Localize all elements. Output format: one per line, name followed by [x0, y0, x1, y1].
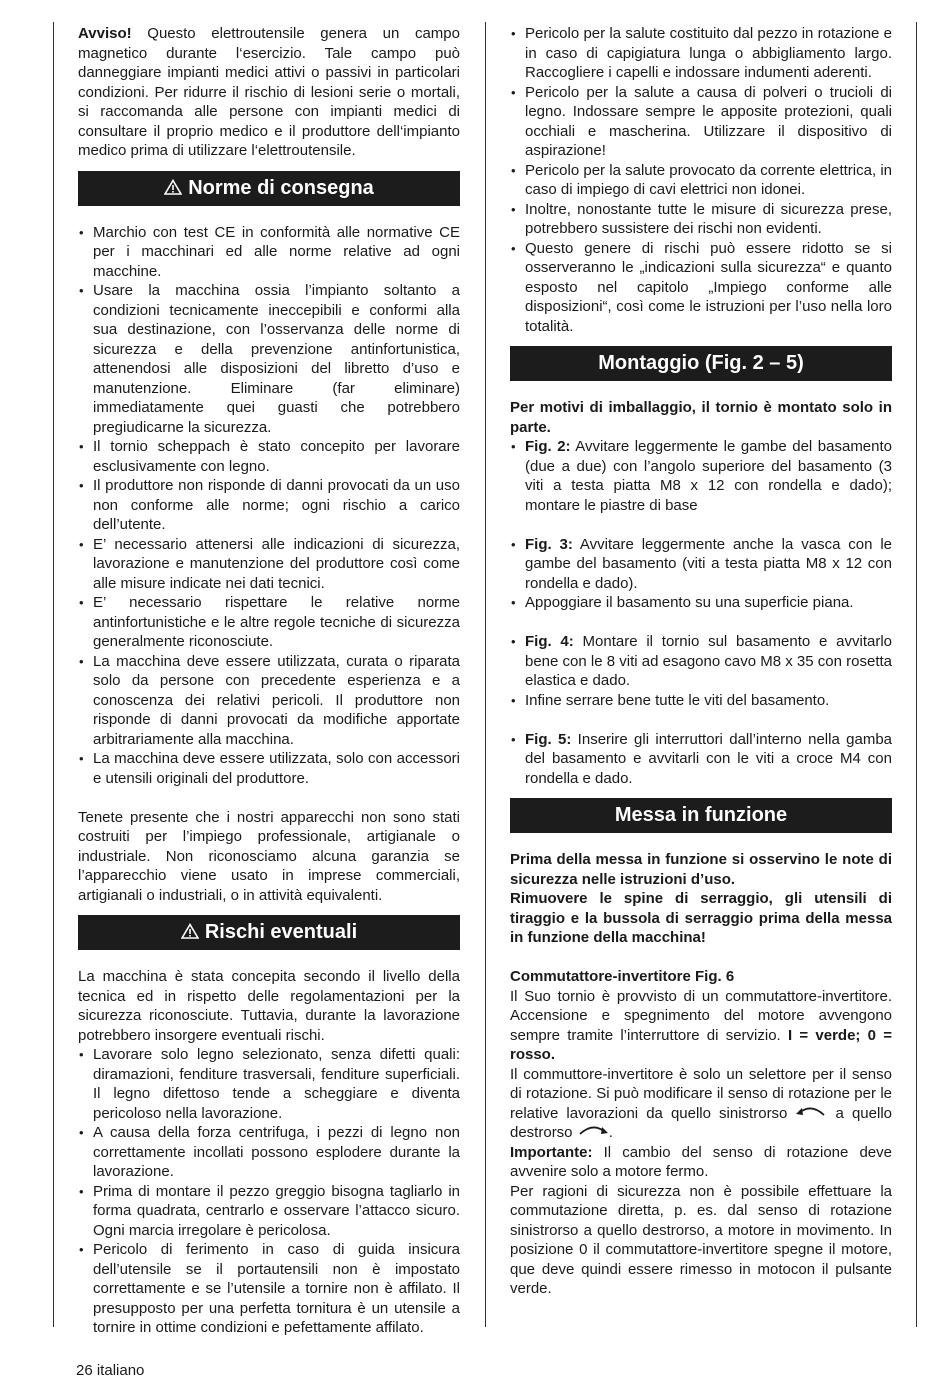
left-column	[78, 24, 460, 1338]
list-item: • Prima di montare il pezzo greggio bisogna tagliarlo in forma quadrata, centrarlo e osservare l’attacco sicuro. Ogni marcia irregolare è pericolosa.	[78, 1182, 460, 1241]
avviso-paragraph	[78, 24, 460, 161]
comm-title	[510, 967, 892, 987]
rotate-right-arrow-icon	[577, 1124, 609, 1136]
warning-triangle-icon	[164, 179, 182, 195]
list-item: • Il tornio scheppach è stato concepito per lavorare esclusivamente con legno.	[78, 437, 460, 476]
fig4-text: Montare il tornio sul basamento e avvitarlo bene con le 8 viti ad esagono cavo M8 x 35 con rosetta elastica e dado.	[525, 633, 892, 689]
fig4-label: Fig. 4:	[525, 633, 574, 650]
list-item: • Pericolo per la salute costituito dal pezzo in rotazione e in caso di capigiatura lunga o abbigliamento largo. Raccogliere i capelli e indossare indumenti aderenti.	[510, 24, 892, 83]
fig3-text: Avvitare leggermente anche la vasca con le gambe del basamento (viti a testa piatta M8 x 12 con rondella e dado).	[525, 535, 893, 592]
montaggio-list	[510, 437, 892, 788]
list-item-appoggiare: • Appoggiare il basamento su una superficie piana.	[510, 593, 892, 613]
comm-p1-text: Il Suo tornio è provvisto di un commutattore-invertitore. Accensione e spegnimento del motore avvengono sempre tramite l’interruttore di servizio.	[510, 987, 892, 1044]
list-item-fig5	[510, 730, 892, 789]
list-item: • E’ necessario attenersi alle indicazioni di sicurezza, lavorazione e manutenzione del produttore così come alle misure indicate nei dati tecnici.	[78, 535, 460, 594]
list-item-infine: • Infine serrare bene tutte le viti del basamento.	[510, 691, 892, 711]
list-item: • Lavorare solo legno selezionato, senza difetti quali: diramazioni, fenditure trasversali, fenditure superficiali. Il legno difettoso tende a scheggiare e diventa pericoloso nella lavorazione.	[78, 1045, 460, 1123]
list-item-fig4	[510, 632, 892, 691]
fig2-text: Avvitare leggermente le gambe del basamento (due a due) con l’angolo superiore del basamento (3 viti a testa piatta M8 x 12 con rondella e dado); montare le piastre di base	[525, 438, 893, 514]
list-item: • Questo genere di rischi può essere ridotto se si osserveranno le „indicazioni sulla sicurezza“ e quanto esposto nel capitolo „Impiego conforme alle disposizioni“, così come le istruzioni per l’uso nella loro totalità.	[510, 239, 892, 337]
messa-bold-1	[510, 850, 892, 889]
list-item: • Pericolo di ferimento in caso di guida insicura dell’utensile se il portautensili non è impostato correttamente e se l’utensile a tornire non è affilato. Il presupposto per una perfetta tornitura è un utensile a tornire in ottime condizioni e pefettamente affilato.	[78, 1240, 460, 1338]
list-item-fig3	[510, 535, 892, 594]
fig3-label: Fig. 3:	[525, 535, 573, 553]
list-item: • Pericolo per la salute provocato da corrente elettrica, in caso di impiego di cavi elettrici non idonei.	[510, 161, 892, 200]
fig5-text: Inserire gli interruttori dall’interno nella gamba del basamento e avvitarli con le viti a croce M4 con rondella e dado.	[525, 730, 893, 787]
list-item-fig2	[510, 437, 892, 515]
comm-paragraph-1	[510, 987, 892, 1065]
fig5-label: Fig. 5:	[525, 730, 572, 748]
norme-list	[78, 223, 460, 789]
warning-triangle-icon	[181, 923, 199, 939]
comm-p2b-text: a quello destrorso	[510, 1104, 892, 1141]
section-header-rischi	[78, 915, 460, 950]
section-header-montaggio	[510, 346, 892, 381]
right-margin-line	[916, 22, 917, 1327]
messa-bold-1-text: Prima della messa in funzione si osservino le note di sicurezza nelle istruzioni d’uso.	[510, 851, 892, 888]
list-item: • La macchina deve essere utilizzata, solo con accessori e utensili originali del produttore.	[78, 749, 460, 788]
importante-paragraph	[510, 1143, 892, 1182]
right-column	[510, 24, 892, 1299]
left-margin-line	[53, 22, 54, 1327]
section-header-norme	[78, 171, 460, 206]
avviso-label: Avviso!	[78, 25, 132, 42]
comm-p1-bold: I = verde; 0 = rosso.	[510, 1026, 892, 1063]
messa-bold-2	[510, 889, 892, 948]
comm-p2c-text: .	[608, 1124, 613, 1141]
list-item: • Usare la macchina ossia l’impianto soltanto a condizioni tecnicamente ineccepibili e conformi alla sua destinazione, con l’osservanza delle norme di sicurezza e della prevenzione antinfortunistica, attenendosi alle disposizioni del libretto d’uso e manutenzione. Eliminare (far eliminare) immediatamente quei guasti che potrebbero pregiudicarne la sicurezza.	[78, 281, 460, 437]
list-item: • La macchina deve essere utilizzata, curata o riparata solo da persone con precedente esperienza e a conoscenza dei relativi pericoli. Il produttore non risponde di danni provocati da modifiche apportate arbitrariamente alla macchina.	[78, 652, 460, 750]
page-footer: 26 italiano	[76, 1362, 145, 1379]
messa-bold-2-text: Rimuovere le spine di serraggio, gli utensili di tiraggio e la bussola di serraggio prima della messa in funzione della macchina!	[510, 890, 892, 946]
importante-text: Il cambio del senso di rotazione deve avvenire solo a motore fermo.	[510, 1143, 892, 1180]
montaggio-intro-text: Per motivi di imballaggio, il tornio è montato solo in parte.	[510, 399, 892, 436]
list-item: • E’ necessario rispettare le relative norme antinfortunistiche e le altre regole tecniche di sicurezza generalmente riconosciute.	[78, 593, 460, 652]
tenete-paragraph: Tenete presente che i nostri apparecchi non sono stati costruiti per l’impiego professionale, artigianale o industriale. Non riconosciamo alcuna garanzia se l’apparecchio viene usato in imprese commerciali, artigianali o industriali, o in attività equivalenti.	[78, 808, 460, 904]
section-header-messa	[510, 798, 892, 833]
rotate-left-arrow-icon	[795, 1105, 827, 1117]
rischi-list-continued	[510, 24, 892, 336]
fig2-label: Fig. 2:	[525, 438, 571, 455]
center-divider-line	[485, 22, 486, 1327]
section-title-montaggio: Montaggio (Fig. 2 – 5)	[598, 352, 804, 374]
list-item: • Marchio con test CE in conformità alle normative CE per i macchinari ed alle norme relative ad ogni macchine.	[78, 223, 460, 282]
montaggio-intro	[510, 398, 892, 437]
list-item: • A causa della forza centrifuga, i pezzi di legno non correttamente incollati possono esplodere durante la lavorazione.	[78, 1123, 460, 1182]
comm-paragraph-3: Per ragioni di sicurezza non è possibile effettuare la commutazione diretta, p. es. dal senso di rotazione sinistrorso a quello destrorso, a motore in movimento. In posizione 0 il commutattore-invertitore spegne il motore, que deve quindi essere rimesso in motocon il pulsante verde.	[510, 1182, 892, 1297]
rischi-intro: La macchina è stata concepita secondo il livello della tecnica ed in rispetto delle regolamentazioni per la sicurezza riconosciute. Tuttavia, durante la lavorazione potrebbero insorgere eventuali rischi.	[78, 968, 460, 1044]
list-item: • Inoltre, nonostante tutte le misure di sicurezza prese, potrebbero sussistere dei rischi non evidenti.	[510, 200, 892, 239]
section-title-norme: Norme di consegna	[188, 176, 374, 199]
list-item: • Pericolo per la salute a causa di polveri o trucioli di legno. Indossare sempre le apposite protezioni, quali occhiali e mascherina. Utilizzare il dispositivo di aspirazione!	[510, 83, 892, 161]
comm-p2a-text: Il commuttore-invertitore è solo un selettore per il senso di rotazione. Si può modificare il senso di rotazione per le relative lavorazioni da quello sinistrorso	[510, 1065, 892, 1122]
comm-title-text: Commutattore-invertitore Fig. 6	[510, 968, 735, 985]
section-title-messa: Messa in funzione	[614, 804, 788, 826]
section-title-rischi: Rischi eventuali	[204, 921, 358, 943]
list-item: • Il produttore non risponde di danni provocati da un uso non conforme alle norme; ogni rischio a carico dell’utente.	[78, 476, 460, 535]
avviso-text: Questo elettroutensile genera un campo magnetico durante l‘esercizio. Tale campo può danneggiare impianti medici attivi o passivi in particolari condizioni. Per ridurre il rischio di lesioni serie o mortali, si raccomanda alle persone con impianti medici di consultare il proprio medico e il produttore dell‘impianto medico prima di utilizzare l‘elettroutensile.	[78, 25, 460, 159]
rischi-list	[78, 1045, 460, 1338]
comm-paragraph-2	[510, 1065, 892, 1143]
importante-label: Importante:	[510, 1143, 593, 1161]
